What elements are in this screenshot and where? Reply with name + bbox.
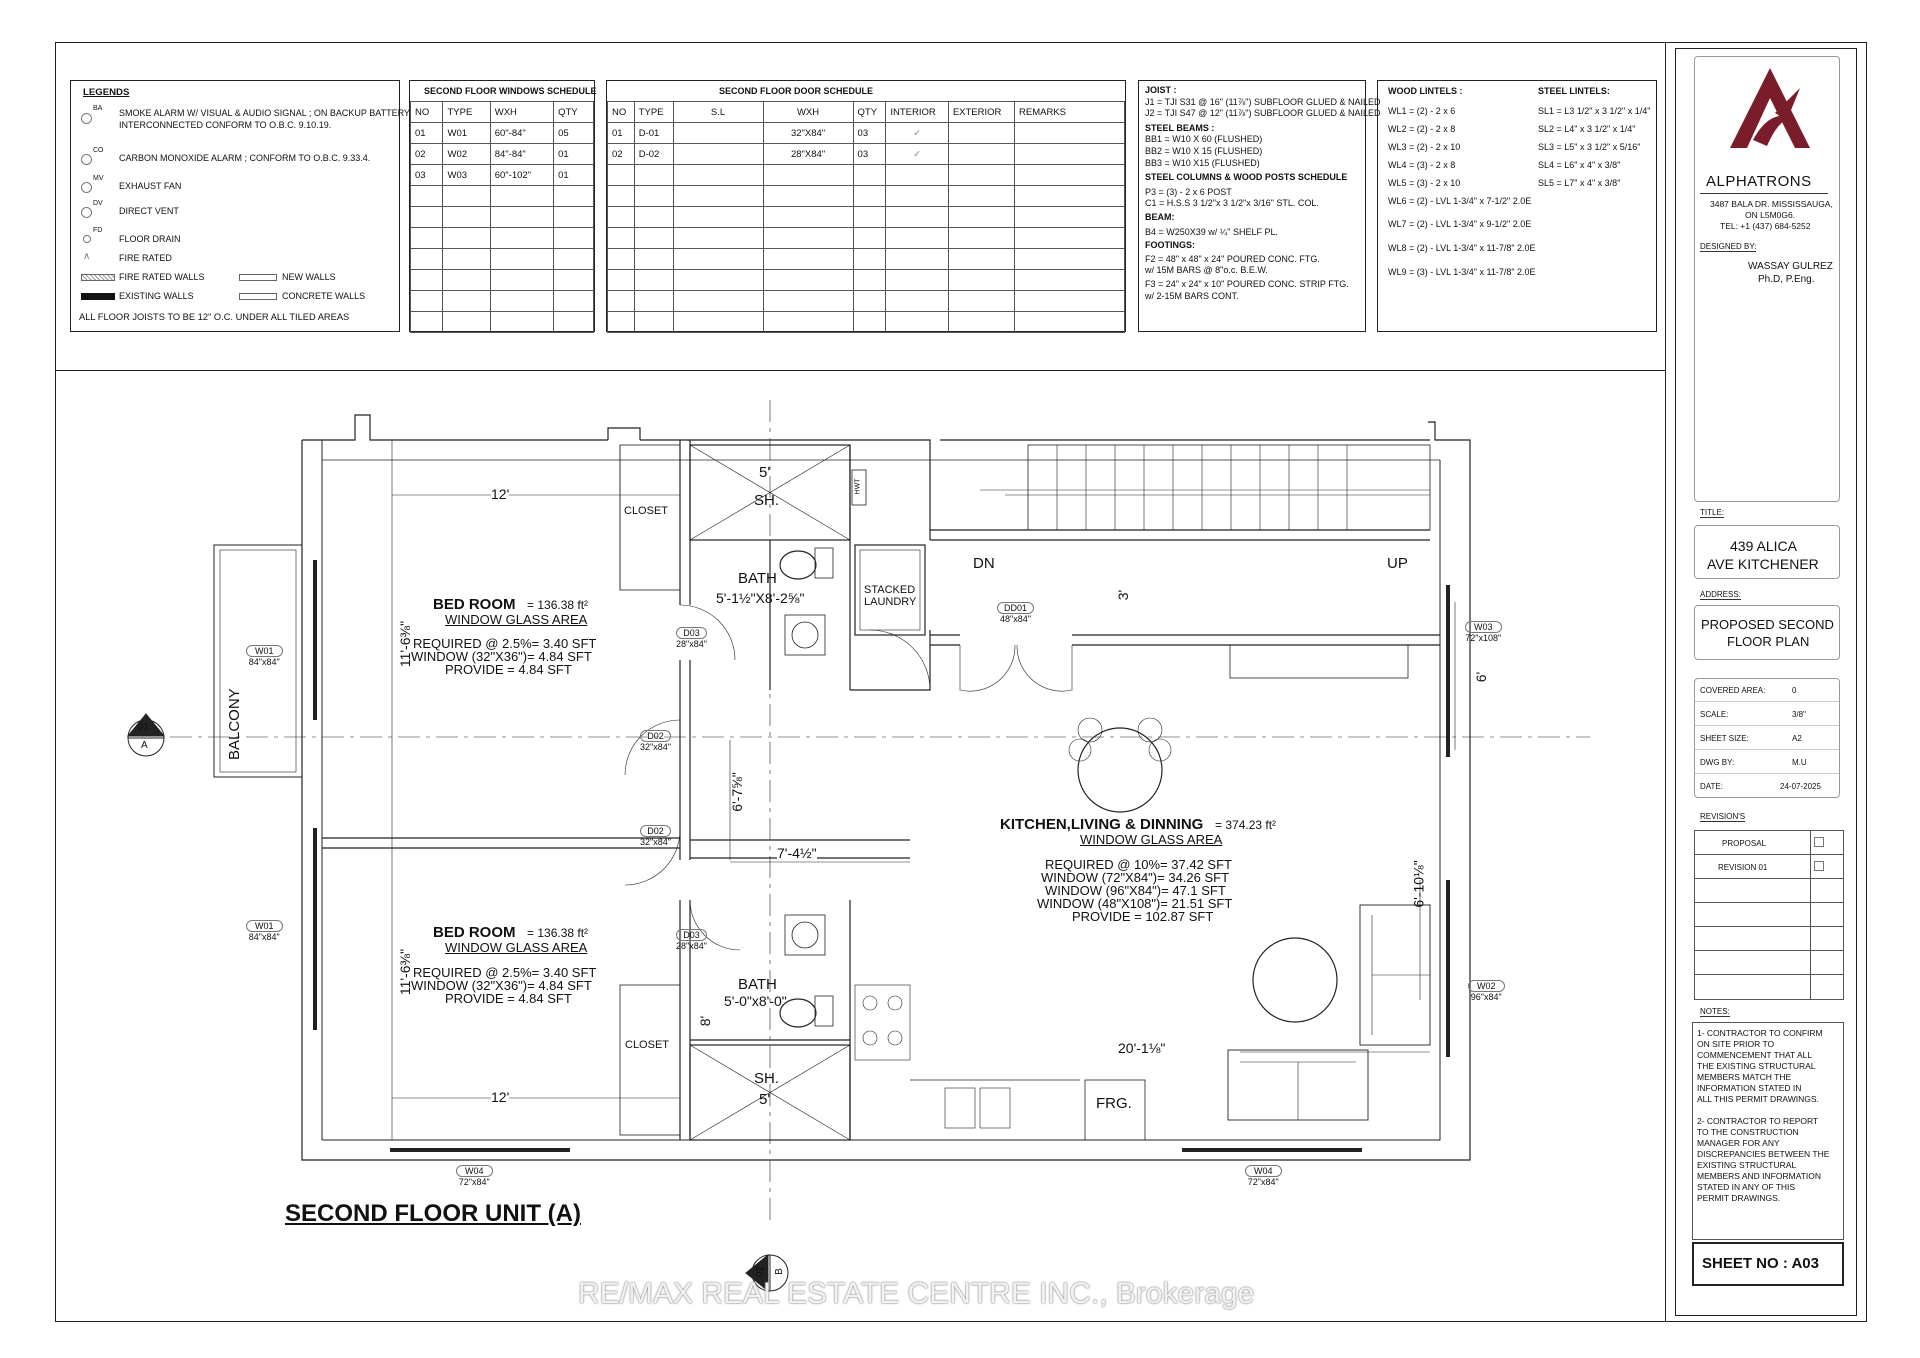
columns-title: STEEL COLUMNS & WOOD POSTS SCHEDULE: [1145, 172, 1348, 183]
structural-notes: JOIST : J1 = TJI S31 @ 16" (11⅞") SUBFLOOR GLUED & NAILED J2 = TJI S47 @ 12" (11⅞") SUBFLOOR GLUED & NAILED STEEL BEAMS : BB1 = W10 X 60 (FLUSHED) BB2 = W10 X 15 (FLUSHED) BB3 = W10 X15 (FLUSHED) STEEL COLUMNS & WOOD POSTS SCHEDULE P3 = (3) - 2 x 6 POST C1 = H.S.S 3 1/2"x 3 1/2"x 3/16" STL. COL. BEAM: B4 = W250X39 w/ ¼" SHELF PL. FOOTINGS: F2 = 48" x 48" x 24" POURED CONC. FTG. w/ 15M BARS @ 8"o.c. B.E.W. F3 = 24" x 24" x 10" POURED CONC. STRIP FTG. w/ 2-15M BARS CONT.: [1138, 80, 1366, 332]
windows-table: NO TYPE WXH QTY 01 W01 60"-84" 05 02 W02 84"-84" 01 03 W03 60"-102" 01: [410, 101, 594, 333]
legend-panel: LEGENDS BA SMOKE ALARM W/ VISUAL & AUDIO SIGNAL ; ON BACKUP BATTERY INTERCONNECTED CONFORM TO O.B.C. 9.10.19. CO CARBON MONOXIDE ALARM ; CONFORM TO O.B.C. 9.33.4. MV EXHAUST FAN DV DIRECT VENT FD FLOOR DRAIN ∧ FIRE RATED FIRE RATED WALLS NEW WALLS EXISTING WALLS CONCRETE WALLS ALL FLOOR JOISTS TO BE 12" O.C. UNDER ALL TILED AREAS: [70, 80, 400, 332]
door-schedule-title: SECOND FLOOR DOOR SCHEDULE: [719, 86, 874, 96]
plan-title: SECOND FLOOR UNIT (A): [285, 1200, 581, 1227]
window-tag: W04 72"x84": [456, 1165, 493, 1187]
beams-title: STEEL BEAMS :: [1145, 122, 1215, 133]
watermark: RE/MAX REAL ESTATE CENTRE INC., Brokerage: [578, 1277, 1255, 1310]
address-label: ADDRESS:: [1700, 590, 1741, 599]
fire-rated-icon: ∧: [83, 251, 91, 262]
door-tag: DD01 48"x84": [997, 602, 1034, 624]
title-label: TITLE:: [1700, 508, 1725, 517]
legend-title: LEGENDS: [83, 87, 130, 98]
footings-title: FOOTINGS:: [1145, 240, 1195, 251]
wood-lintels-title: WOOD LINTELS :: [1388, 86, 1463, 96]
section-a-letter: A: [141, 740, 148, 751]
balcony-label: BALCONY: [226, 688, 243, 760]
lintels-panel: WOOD LINTELS : STEEL LINTELS: WL1 = (2) - 2 x 6 WL2 = (2) - 2 x 8 WL3 = (2) - 2 x 10 WL4 = (3) - 2 x 8 WL5 = (3) - 2 x 10 WL6 = (2) - LVL 1-3/4" x 7-1/2" 2.0E WL7 = (2) - LVL 1-3/4" x 9-1/2" 2.0E WL8 = (2) - LVL 1-3/4" x 11-7/8" 2.0E WL9 = (3) - LVL 1-3/4" x 11-7/8" 2.0E SL1 = L3 1/2" x 3 1/2" x 1/4" SL2 = L4" x 3 1/2" x 1/4" SL3 = L5" x 3 1/2" x 5/16" SL4 = L6" x 4" x 3/8" SL5 = L7" x 4" x 3/8": [1377, 80, 1657, 332]
existing-wall-label: EXISTING WALLS: [119, 291, 194, 301]
notes-label: NOTES:: [1700, 1007, 1730, 1016]
stair-down-label: DN: [973, 555, 995, 572]
windows-schedule-title: SECOND FLOOR WINDOWS SCHEDULE: [424, 86, 597, 96]
fridge-label: FRG.: [1096, 1095, 1132, 1112]
table-row: 01 W01 60"-84" 05: [411, 123, 594, 144]
company-address: 3487 BALA DR. MISSISSAUGA,: [1710, 199, 1833, 209]
window-tag: W01 84"x84": [246, 920, 283, 942]
window-tag: W04 72"x84": [1245, 1165, 1282, 1187]
new-wall-label: NEW WALLS: [282, 272, 336, 282]
door-table: NO TYPE S.L WXH QTY INTERIOR EXTERIOR REMARKS 01 D-01 32"X84" 03 ✓ 02 D-02 28"X84" 03 ✓: [607, 101, 1125, 333]
door-tag: D02 32"x84": [640, 731, 671, 752]
window-tag: W01 84"x84": [246, 645, 283, 667]
revision-checkbox[interactable]: [1814, 837, 1824, 847]
title-block-divider: [1665, 42, 1666, 1322]
door-tag: D03 28"x84": [676, 628, 707, 649]
door-tag: D02 32"x84": [640, 826, 671, 847]
stair-up-label: UP: [1387, 555, 1408, 572]
project-title: 439 ALICA: [1730, 538, 1797, 554]
bedroom2-name: BED ROOM: [433, 924, 516, 941]
designer-name: WASSAY GULREZ: [1748, 261, 1833, 272]
shower-label: SH.: [754, 492, 780, 509]
closet-label: CLOSET: [624, 505, 669, 517]
plan-name: PROPOSED SECOND: [1701, 617, 1834, 632]
steel-lintels-title: STEEL LINTELS:: [1538, 86, 1610, 96]
section-a-number: 01: [138, 722, 150, 733]
table-row: 01 D-01 32"X84" 03 ✓: [608, 123, 1125, 144]
legend-note: ALL FLOOR JOISTS TO BE 12" O.C. UNDER ALL TILED AREAS: [79, 312, 350, 322]
company-name: ALPHATRONS: [1706, 173, 1812, 190]
window-tag: W02 96"x84": [1468, 980, 1505, 1002]
table-row: 02 D-02 28"X84" 03 ✓: [608, 144, 1125, 165]
hwt-label: HWT: [854, 478, 862, 495]
section-b-letter: B: [773, 1268, 785, 1275]
door-tag: D03 28"x84": [676, 930, 707, 951]
plan-box: [1694, 605, 1840, 660]
table-row: 03 W03 60"-102" 01: [411, 165, 594, 186]
revisions-label: REVISION'S: [1700, 812, 1746, 821]
notes-text: 1- CONTRACTOR TO CONFIRM ON SITE PRIOR TO COMMENCEMENT THAT ALL THE EXISTING STRUCTURAL MEMBERS MATCH THE INFORMATION STATED IN ALL THIS PERMIT DRAWINGS. 2- CONTRACTOR TO REPORT TO THE CONSTRUCTION MANAGER FOR ANY DISCREPANCIES BETWEEN THE EXISTING STRUCTURAL MEMBERS AND INFORMATION STATED IN ANY OF THIS PERMIT DRAWINGS.: [1697, 1028, 1830, 1203]
sheet-number: SHEET NO : A03: [1702, 1255, 1819, 1272]
bath2-label: BATH: [738, 976, 777, 993]
fire-wall-label: FIRE RATED WALLS: [119, 272, 205, 282]
company-logo-icon: [1725, 68, 1815, 158]
section-b-number: 02: [755, 1265, 767, 1278]
table-row: 02 W02 84"-84" 01: [411, 144, 594, 165]
bedroom1-name: BED ROOM: [433, 596, 516, 613]
laundry-label: STACKED: [864, 584, 916, 596]
closet-label: CLOSET: [625, 1039, 670, 1051]
beam-title: BEAM:: [1145, 211, 1175, 222]
concrete-wall-label: CONCRETE WALLS: [282, 291, 366, 301]
window-tag: W03 72"x108": [1465, 622, 1502, 643]
designed-by-label: DESIGNED BY:: [1700, 242, 1757, 251]
joist-title: JOIST :: [1145, 85, 1177, 95]
kitchen-name: KITCHEN,LIVING & DINNING: [1000, 816, 1204, 833]
bath1-label: BATH: [738, 570, 777, 587]
revision-checkbox[interactable]: [1814, 861, 1824, 871]
shower-label: SH.: [754, 1070, 780, 1087]
